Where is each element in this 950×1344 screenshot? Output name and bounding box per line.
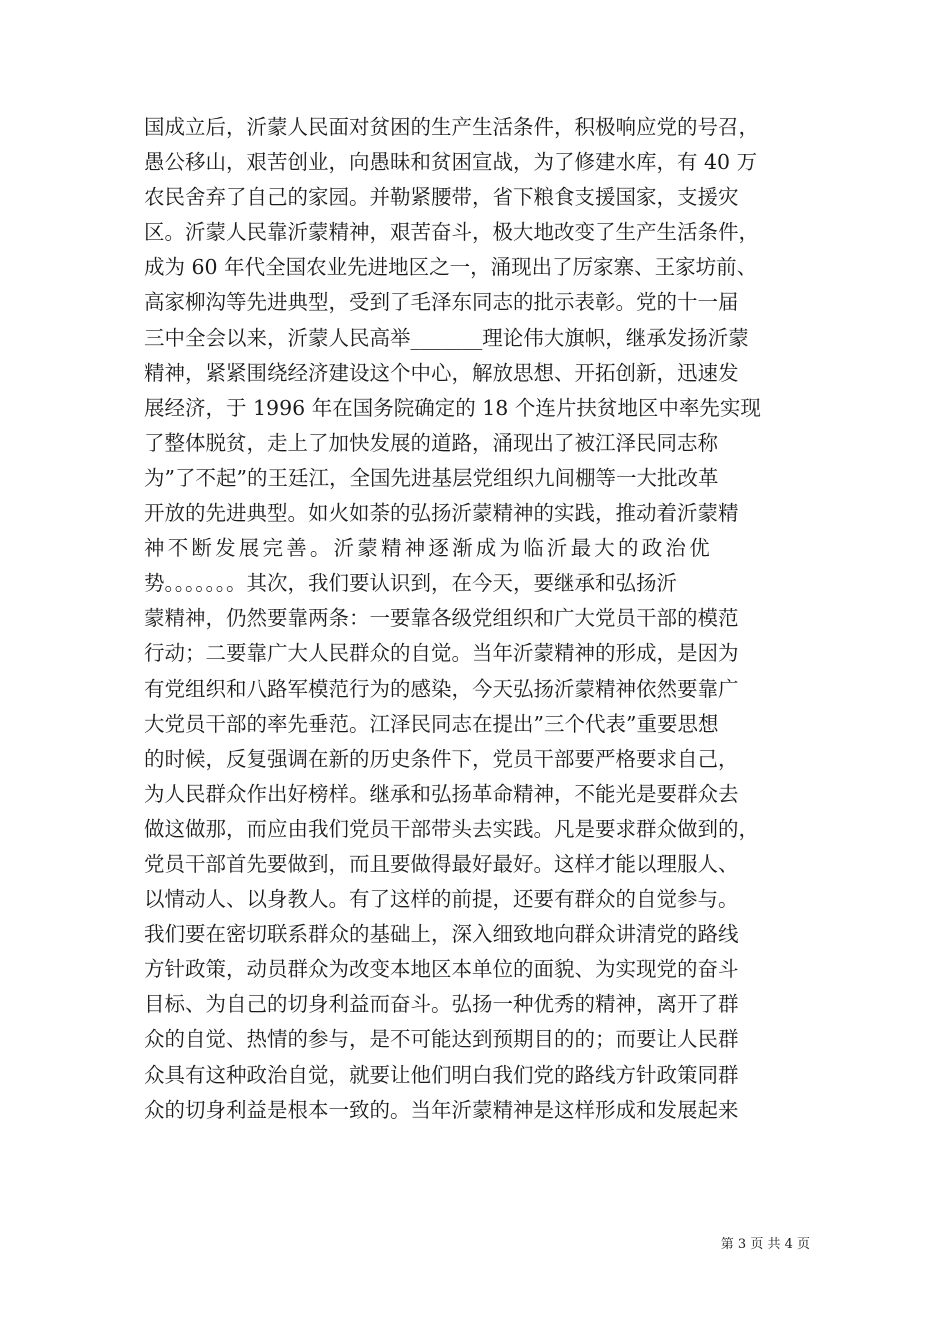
text-line: 方针政策，动员群众为改变本地区本单位的面貌、为实现党的奋斗 [144, 957, 739, 982]
text-line: 行动；二要靠广大人民群众的自觉。当年沂蒙精神的形成，是因为 [144, 641, 739, 666]
text-line: 三中全会以来，沂蒙人民高举_______理论伟大旗帜，继承发扬沂蒙 [144, 325, 749, 350]
text-line: 以情动人、以身教人。有了这样的前提，还要有群众的自觉参与。 [144, 887, 739, 912]
text-line: 众的自觉、热情的参与，是不可能达到预期目的的；而要让人民群 [144, 1027, 739, 1052]
text-line: 开放的先进典型。如火如荼的弘扬沂蒙精神的实践，推动着沂蒙精 [144, 501, 739, 526]
text-line: 势。。。。。。。其次，我们要认识到，在今天，要继承和弘扬沂 [144, 571, 677, 596]
text-line: 神不断发展完善。沂蒙精神逐渐成为临沂最大的政治优 [144, 536, 713, 561]
text-line: 了整体脱贫，走上了加快发展的道路，涌现出了被江泽民同志称 [144, 430, 718, 455]
text-line: 众的切身利益是根本一致的。当年沂蒙精神是这样形成和发展起来 [144, 1097, 739, 1122]
text-line: 大党员干部的率先垂范。江泽民同志在提出”三个代表”重要思想 [144, 711, 719, 736]
text-line: 的时候，反复强调在新的历史条件下，党员干部要严格要求自己， [144, 746, 739, 771]
text-line: 精神，紧紧围绕经济建设这个中心，解放思想、开拓创新，迅速发 [144, 360, 739, 385]
text-line: 区。沂蒙人民靠沂蒙精神，艰苦奋斗，极大地改变了生产生活条件， [144, 220, 759, 245]
text-line: 农民舍弃了自己的家园。并勒紧腰带，省下粮食支援国家，支援灾 [144, 185, 739, 210]
text-line: 党员干部首先要做到，而且要做得最好最好。这样才能以理服人、 [144, 851, 739, 876]
text-line: 我们要在密切联系群众的基础上，深入细致地向群众讲清党的路线 [144, 922, 739, 947]
text-line: 成为 60 年代全国农业先进地区之一，涌现出了厉家寨、王家坊前、 [144, 255, 758, 280]
text-line: 众具有这种政治自觉，就要让他们明白我们党的路线方针政策同群 [144, 1062, 739, 1087]
text-line: 国成立后，沂蒙人民面对贫困的生产生活条件，积极响应党的号召， [144, 115, 759, 139]
text-line: 为人民群众作出好榜样。继承和弘扬革命精神，不能光是要群众去 [144, 781, 739, 806]
text-line: 做这做那，而应由我们党员干部带头去实践。凡是要求群众做到的， [144, 816, 759, 841]
text-line: 目标、为自己的切身利益而奋斗。弘扬一种优秀的精神，离开了群 [144, 992, 739, 1017]
text-line: 愚公移山，艰苦创业，向愚昧和贫困宣战，为了修建水库，有 40 万 [144, 150, 758, 175]
text-line: 为”了不起”的王廷江，全国先进基层党组织九间棚等一大批改革 [144, 465, 719, 490]
page-number-footer: 第 3 页 共 4 页 [720, 1237, 810, 1252]
body-text [144, 110, 804, 1128]
text-line: 蒙精神，仍然要靠两条：一要靠各级党组织和广大党员干部的模范 [144, 606, 739, 631]
text-line: 有党组织和八路军模范行为的感染，今天弘扬沂蒙精神依然要靠广 [144, 676, 739, 701]
text-line: 展经济，于 1996 年在国务院确定的 18 个连片扶贫地区中率先实现 [144, 395, 761, 420]
text-line: 高家柳沟等先进典型，受到了毛泽东同志的批示表彰。党的十一届 [144, 290, 739, 315]
